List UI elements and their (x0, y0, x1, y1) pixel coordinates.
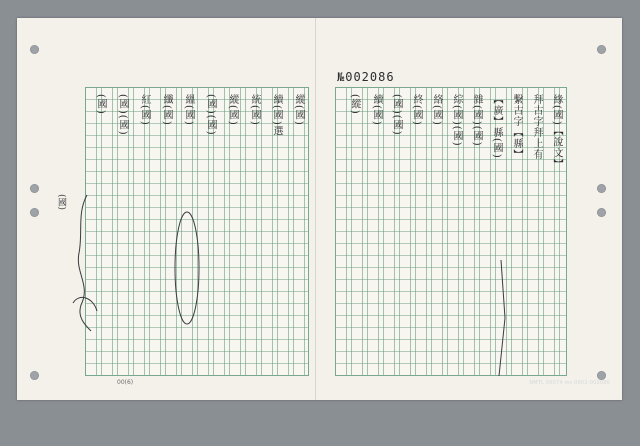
text-column: 拜古字拜上有 (531, 94, 542, 160)
manuscript-sheet (17, 18, 622, 400)
text-column: (國)(國) (391, 94, 402, 136)
binder-hole (30, 184, 39, 193)
text-column: (國) (95, 94, 106, 115)
text-column: 統(國) (249, 94, 260, 126)
text-column: 緣(國)【說文】 (551, 94, 562, 170)
binder-hole (30, 45, 39, 54)
binder-hole (30, 208, 39, 217)
margin-note: (國) (56, 194, 66, 211)
text-column: 繫古字【縣】 (511, 94, 522, 160)
margin-annotation-stroke (69, 193, 109, 333)
text-column: 終(國) (411, 94, 422, 126)
text-column: 【廣】縣(國) (491, 94, 502, 159)
binder-hole (597, 45, 606, 54)
binder-hole (597, 208, 606, 217)
circle-edit-mark (167, 208, 207, 328)
page-fold (315, 18, 316, 400)
text-column: 雜(國)(國) (471, 94, 482, 147)
text-column: 縱(國) (293, 94, 304, 126)
right-page-grid (335, 87, 567, 376)
line-edit-mark (487, 258, 517, 378)
text-column: 縕(國) (183, 94, 194, 126)
text-column: 縱(國) (227, 94, 238, 126)
text-column: (國)(國) (117, 94, 128, 136)
text-column: 續(國)選 (271, 94, 282, 137)
text-column: (縱) (349, 94, 360, 115)
binder-hole (597, 184, 606, 193)
text-column: 纖(國) (161, 94, 172, 126)
page-footer-number: 00(6) (117, 379, 134, 386)
serial-number: №002086 (337, 70, 395, 84)
text-column: 續(國) (371, 94, 382, 126)
text-column: 紅(國) (139, 94, 150, 126)
text-column: 綜(國)(國) (451, 94, 462, 147)
archive-stamp: NMTL 00074 ms 0002-002086 (529, 380, 610, 386)
binder-hole (597, 371, 606, 380)
text-column: (國)(國) (205, 94, 216, 136)
binder-hole (30, 371, 39, 380)
text-column: 絡(國) (431, 94, 442, 126)
